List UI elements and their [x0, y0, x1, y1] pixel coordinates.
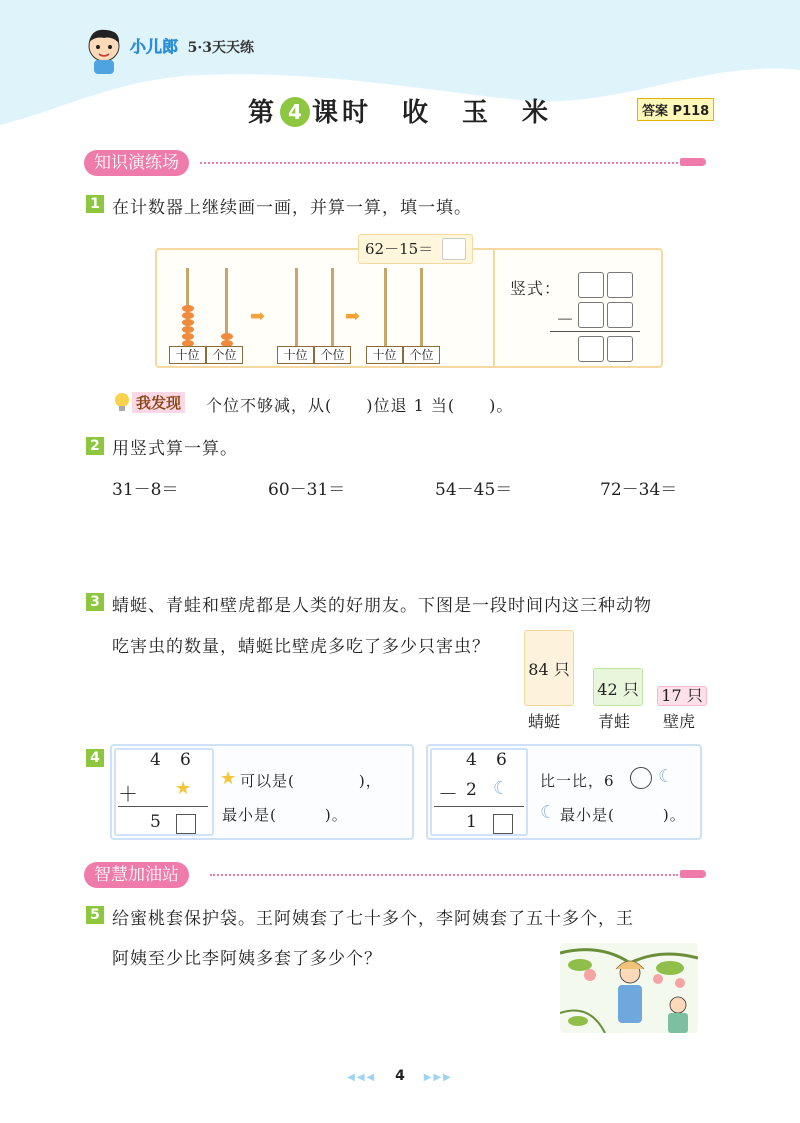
place-ones: 个位: [403, 346, 440, 364]
expression: 54－45＝: [435, 480, 513, 500]
star-icon: ★: [220, 768, 237, 789]
answer-box[interactable]: [493, 814, 513, 834]
bar-label: 青蛙: [598, 712, 631, 731]
lesson-number: 4: [280, 97, 310, 127]
moon-icon: ☾: [493, 778, 510, 799]
question-2-text: 用竖式算一算。: [112, 439, 238, 459]
bead: [182, 333, 194, 340]
equation-box: [358, 234, 473, 264]
star-icon: ★: [175, 778, 192, 799]
bead: [182, 312, 194, 319]
place-tens: 十位: [366, 346, 403, 364]
sum-line: [118, 806, 208, 807]
section-divider: [200, 162, 678, 164]
right-line-2: 最小是( )。: [560, 806, 686, 824]
abacus-rod[interactable]: [384, 268, 387, 346]
series-name: 5·3天天练: [187, 40, 254, 56]
equation-answer-blank[interactable]: [442, 238, 466, 260]
place-tens: 十位: [277, 346, 314, 364]
discover-label: 我发现: [132, 392, 185, 413]
result-digit: 5: [150, 812, 161, 832]
moon-icon: ☾: [540, 802, 557, 823]
compare-circle[interactable]: [630, 767, 652, 789]
place-tens: 十位: [169, 346, 206, 364]
question-3-line-2: 吃害虫的数量，蜻蜓比壁虎多吃了多少只害虫？: [112, 637, 490, 657]
answer-box[interactable]: [176, 814, 196, 834]
title-prefix: 第: [247, 98, 278, 128]
bead: [221, 333, 233, 340]
top-digit: 4: [466, 750, 477, 770]
answer-label: 答案: [642, 104, 669, 119]
question-5-number: 5: [86, 906, 104, 924]
title-suffix: 课时 收 玉 米: [312, 98, 553, 128]
answer-page: P118: [672, 104, 710, 119]
top-digit: 6: [496, 750, 507, 770]
right-line-1: 比一比，6: [540, 772, 615, 790]
digit-box[interactable]: [578, 272, 604, 298]
lightbulb-icon: [112, 391, 132, 413]
brand: [130, 34, 254, 57]
peach-orchard-illustration: [560, 943, 698, 1033]
minus-sign: －: [556, 310, 575, 331]
section-boost: 智慧加油站: [84, 862, 189, 888]
abacus-rod[interactable]: [295, 268, 298, 346]
question-5-line-2: 阿姨至少比李阿姨多套了多少个？: [112, 949, 382, 969]
arrow-right-icon: ➡: [250, 306, 266, 327]
digit-box[interactable]: [607, 272, 633, 298]
vertical-form-label: 竖式：: [510, 279, 562, 298]
top-digit: 6: [180, 750, 191, 770]
page-number: 4: [395, 1068, 405, 1084]
digit-box[interactable]: [578, 302, 604, 328]
decorative-arrows-icon: ▶▶▶: [423, 1072, 453, 1083]
question-3-number: 3: [86, 593, 104, 611]
digit-box[interactable]: [578, 336, 604, 362]
question-3-line-1: 蜻蜓、青蛙和壁虎都是人类的好朋友。下图是一段时间内这三种动物: [112, 596, 652, 616]
abacus-rod[interactable]: [420, 268, 423, 346]
expression: 72－34＝: [600, 480, 678, 500]
middle-digit: 2: [466, 780, 477, 800]
place-ones: 个位: [206, 346, 243, 364]
bar-label: 蜻蜓: [528, 712, 561, 731]
bar-value: 84 只: [528, 660, 570, 679]
equation-text: 62－15＝: [365, 240, 434, 258]
answer-reference[interactable]: [637, 98, 714, 121]
bar-value: 42 只: [597, 680, 639, 699]
minus-sign: －: [438, 782, 458, 806]
page-number-bar: [0, 1068, 800, 1084]
decorative-arrows-icon: ◀◀◀: [347, 1072, 377, 1083]
bead: [182, 319, 194, 326]
pencil-icon: [680, 870, 706, 878]
discover-text: 个位不够减，从( )位退 1 当( )。: [206, 396, 514, 415]
left-line-1: 可以是( )，: [240, 772, 382, 790]
brand-logo: 小儿郎: [130, 37, 179, 56]
question-1-text: 在计数器上继续画一画，并算一算，填一填。: [112, 198, 472, 218]
digit-box[interactable]: [607, 336, 633, 362]
abacus-rod[interactable]: [331, 268, 334, 346]
question-5-line-1: 给蜜桃套保护袋。王阿姨套了七十多个，李阿姨套了五十多个，王: [112, 909, 634, 929]
pencil-icon: [680, 158, 706, 166]
left-line-2: 最小是( )。: [222, 806, 348, 824]
bar-value: 17 只: [661, 686, 703, 705]
arrow-right-icon: ➡: [345, 306, 361, 327]
section-divider: [210, 874, 678, 876]
section-practice: 知识演练场: [84, 150, 189, 176]
panel-divider: [493, 250, 495, 366]
vertical-form-line: [550, 331, 640, 332]
question-2-number: 2: [86, 437, 104, 455]
result-digit: 1: [466, 812, 477, 832]
question-1-number: 1: [86, 195, 104, 213]
expression: 31－8＝: [112, 480, 179, 500]
digit-box[interactable]: [607, 302, 633, 328]
bead: [182, 326, 194, 333]
bar-dragonfly: [524, 630, 574, 706]
difference-line: [434, 806, 524, 807]
bar-label: 壁虎: [663, 712, 696, 731]
mascot-boy-icon: [82, 26, 126, 76]
moon-icon: ☾: [658, 766, 675, 787]
expression: 60－31＝: [268, 480, 346, 500]
bar-frog: [593, 668, 643, 706]
bar-gecko: [657, 686, 707, 706]
bead: [182, 305, 194, 312]
plus-sign: ＋: [118, 782, 138, 806]
question-4-number: 4: [86, 749, 104, 767]
place-ones: 个位: [314, 346, 351, 364]
top-digit: 4: [150, 750, 161, 770]
